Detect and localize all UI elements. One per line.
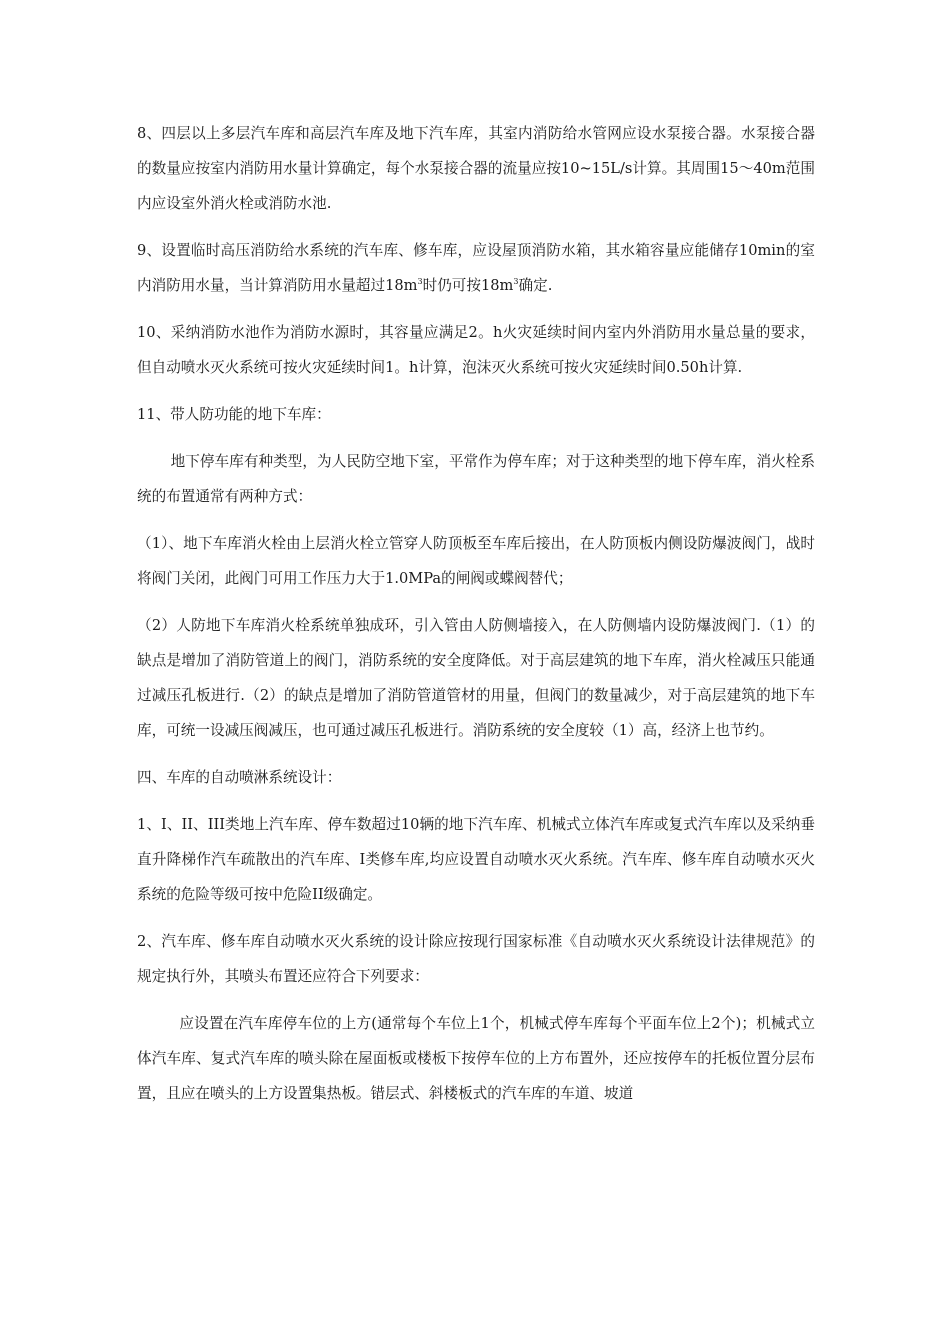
- paragraph-9: [137, 233, 815, 303]
- superscript-3: 3: [513, 277, 519, 287]
- document-page: [137, 116, 815, 1123]
- paragraph-8: 8、四层以上多层汽车库和高层汽车库及地下汽车库，其室内消防给水管网应设水泵接合器。水泵接合器的数量应按室内消防用水量计算确定，每个水泵接合器的流量应按10~15L/s计算。其周围15〜40m范围内应设室外消火栓或消防水池.: [137, 125, 815, 212]
- heading-11: 11、带人防功能的地下车库：: [137, 406, 331, 423]
- paragraph-9-text-c: 确定.: [518, 277, 553, 294]
- paragraph-10: 10、采纳消防水池作为消防水源时，其容量应满足2。h火灾延续时间内室内外消防用水量总量的要求，但自动喷水灭火系统可按火灾延续时间1。h计算，泡沫灭火系统可按火灾延续时间0.50h计算.: [137, 324, 815, 376]
- paragraph-9-text-a: 9、设置临时高压消防给水系统的汽车库、修车库，应设屋顶消防水箱，其水箱容量应能储存10min的室内消防用水量，当计算消防用水量超过18m: [137, 242, 815, 294]
- section-4-item-1: 1、I、II、III类地上汽车库、停车数超过10辆的地下汽车库、机械式立体汽车库或复式汽车库以及采纳垂直升降梯作汽车疏散出的汽车库、I类修车库,均应设置自动喷水灭火系统。汽车库、修车库自动喷水灭火系统的危险等级可按中危险II级确定。: [137, 816, 815, 903]
- paragraph-11-body: 地下停车库有种类型，为人民防空地下室，平常作为停车库；对于这种类型的地下停车库，消火栓系统的布置通常有两种方式：: [137, 453, 815, 505]
- option-1: （1）、地下车库消火栓由上层消火栓立管穿人防顶板至车库后接出，在人防顶板内侧设防爆波阀门，战时将阀门关闭，此阀门可用工作压力大于1.0MPa的闸阀或蝶阀替代；: [137, 535, 815, 587]
- paragraph-9-text-b: 时仍可按18m: [422, 277, 514, 294]
- option-2: （2）人防地下车库消火栓系统单独成环，引入管由人防侧墙接入，在人防侧墙内设防爆波阀门.（1）的缺点是增加了消防管道上的阀门，消防系统的安全度降低。对于高层建筑的地下车库，消火栓减压只能通过减压孔板进行.（2）的缺点是增加了消防管道管材的用量，但阀门的数量减少，对于高层建筑的地下车库，可统一设减压阀减压，也可通过减压孔板进行。消防系统的安全度较（1）高，经济上也节约。: [137, 617, 815, 739]
- section-4-item-2: 2、汽车库、修车库自动喷水灭火系统的设计除应按现行国家标准《自动喷水灭火系统设计法律规范》的规定执行外，其喷头布置还应符合下列要求：: [137, 933, 815, 985]
- section-4-heading: 四、车库的自动喷淋系统设计：: [137, 769, 342, 786]
- section-4-item-2-body: 应设置在汽车库停车位的上方(通常每个车位上1个，机械式停车库每个平面车位上2个)；机械式立体汽车库、复式汽车库的喷头除在屋面板或楼板下按停车位的上方布置外，还应按停车的托板位置分层布置，且应在喷头的上方设置集热板。错层式、斜楼板式的汽车库的车道、坡道: [137, 1015, 815, 1102]
- superscript-3: 3: [417, 277, 423, 287]
